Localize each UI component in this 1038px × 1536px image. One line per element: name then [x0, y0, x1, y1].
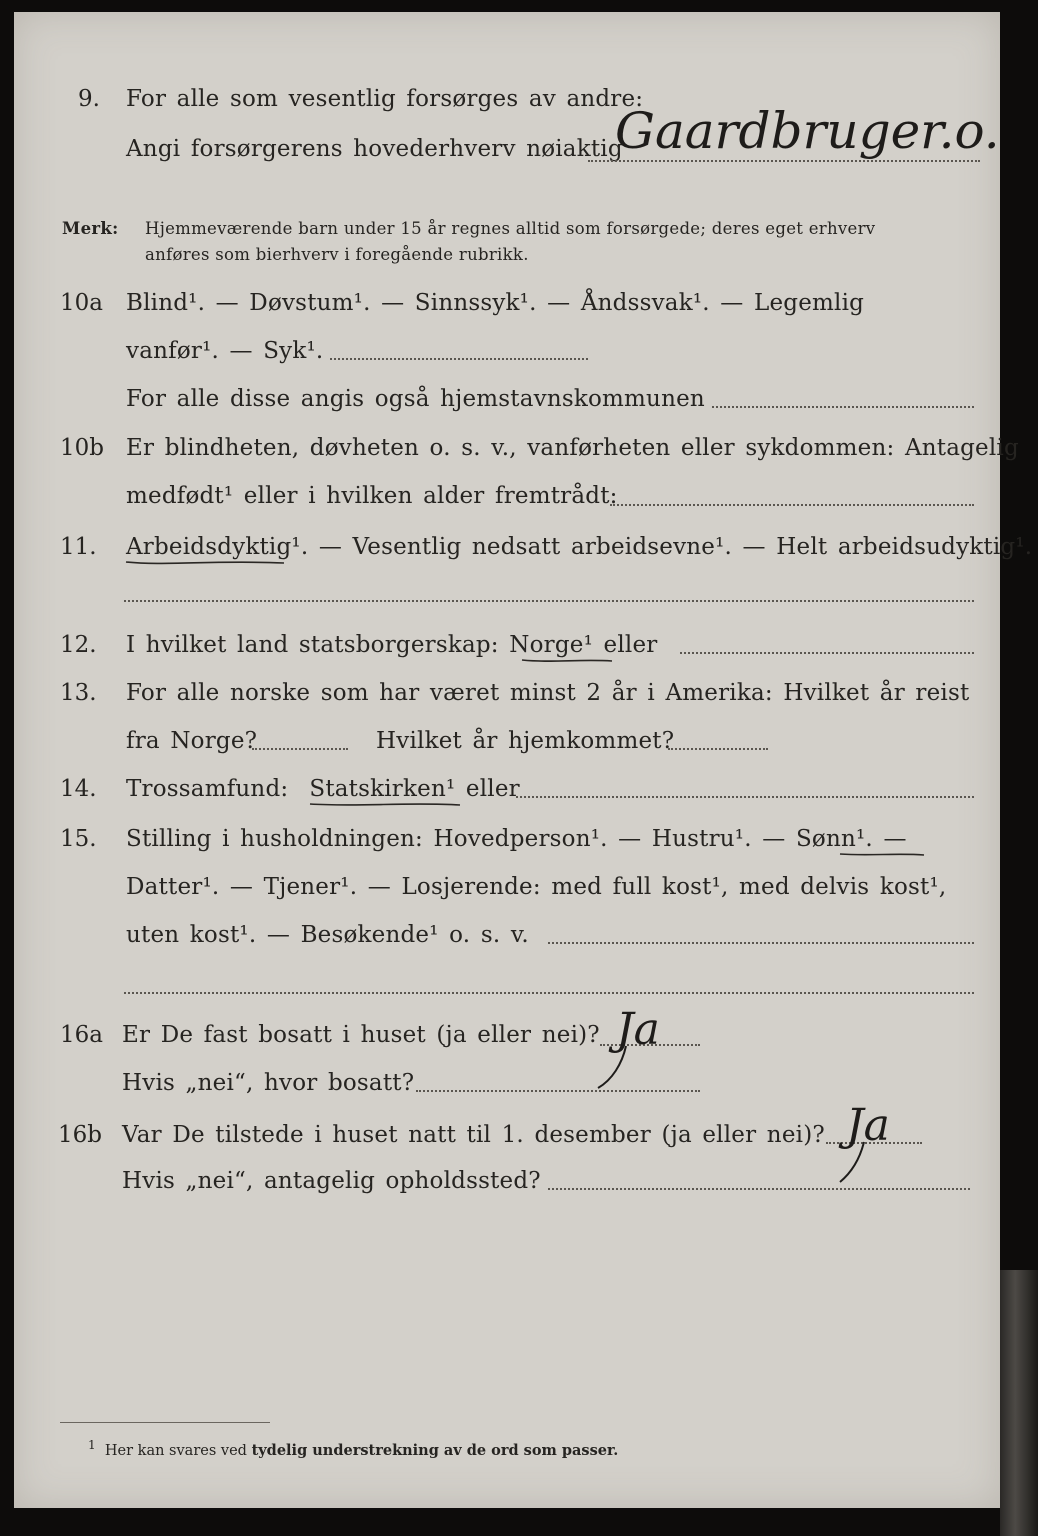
q16b-line2: Hvis „nei“, antagelig opholdssted?	[122, 1168, 541, 1194]
q10a-syk-line	[330, 358, 588, 360]
q15-selected-sonn: Sønn	[795, 826, 856, 852]
q13-line2a: fra Norge?	[126, 728, 258, 754]
q10b-number: 10b	[60, 435, 104, 461]
q12-number: 12.	[60, 632, 97, 658]
q10b-answer-line	[610, 504, 974, 506]
q14-other-line	[516, 796, 974, 798]
q16a-line1: Er De fast bosatt i huset (ja eller nei)?	[122, 1022, 600, 1048]
q9-line2: Angi forsørgerens hovederhverv nøiaktig	[126, 136, 623, 162]
q10a-number: 10a	[60, 290, 103, 316]
q16b-answer-handwritten: Ja	[846, 1100, 890, 1151]
q10a-line3: For alle disse angis også hjemstavnskommunen	[126, 386, 705, 412]
q9-answer-line	[588, 160, 980, 162]
q15-line2: Datter¹. — Tjener¹. — Losjerende: med full kost¹, med delvis kost¹,	[126, 874, 947, 900]
q9-number: 9.	[78, 86, 100, 112]
q11-blank-line	[124, 600, 974, 602]
q14-underline-stroke	[308, 798, 468, 810]
q16a-answer-handwritten: Ja	[616, 1004, 660, 1055]
q12-selected-norge: Norge	[509, 632, 584, 658]
q16a-handwritten-stroke	[592, 1044, 632, 1094]
q16b-opholdssted-line	[548, 1188, 970, 1190]
q16a-bosatt-line	[416, 1090, 700, 1092]
merk-line1: Hjemmeværende barn under 15 år regnes alltid som forsørgede; deres eget erhverv	[145, 219, 876, 238]
q16b-line1: Var De tilstede i huset natt til 1. desember (ja eller nei)?	[122, 1122, 825, 1148]
q13-number: 13.	[60, 680, 97, 706]
q14-pre: Trossamfund:	[126, 776, 289, 802]
footnote-bold: tydelig understrekning av de ord som passer.	[251, 1441, 619, 1459]
q16b-number: 16b	[58, 1122, 102, 1148]
q15-line1a: Stilling i husholdningen: Hovedperson¹. — Hustru¹. —	[126, 826, 786, 852]
q13-line2b: Hvilket år hjemkommet?	[376, 728, 675, 754]
q10b-line2: medfødt¹ eller i hvilken alder fremtrådt:	[126, 483, 618, 509]
q9-answer-handwritten: Gaardbruger.o.	[615, 102, 1000, 160]
q14-post: ¹ eller	[445, 776, 520, 802]
q16b-handwritten-stroke	[832, 1140, 872, 1188]
q11-number: 11.	[60, 534, 97, 560]
q15-line3: uten kost¹. — Besøkende¹ o. s. v.	[126, 922, 529, 948]
footnote-rule	[60, 1422, 270, 1423]
q13-reist-line	[252, 748, 348, 750]
q12-underline-stroke	[520, 654, 616, 666]
q14-selected-statskirken: Statskirken	[309, 776, 446, 802]
q9-line1: For alle som vesentlig forsørges av andre:	[126, 86, 644, 112]
q12-post: ¹ eller	[583, 632, 658, 658]
q11-rest: ¹. — Vesentlig nedsatt arbeidsevne¹. — Helt arbeidsudyktig¹.	[291, 534, 1033, 560]
q12-pre: I hvilket land statsborgerskap:	[126, 632, 499, 658]
q13-hjemkommet-line	[668, 748, 768, 750]
q15-osv-line	[548, 942, 974, 944]
q11-selected-arbeidsdyktig: Arbeidsdyktig	[126, 534, 292, 560]
q10a-line2: vanfør¹. — Syk¹.	[126, 338, 324, 364]
page-edge	[1000, 1270, 1038, 1536]
merk-label: Merk:	[62, 219, 119, 238]
footnote	[88, 1438, 618, 1459]
footnote-pre: Her kan svares ved	[104, 1442, 247, 1459]
merk-line2: anføres som bierhverv i foregående rubrikk.	[145, 245, 529, 264]
q12-other-line	[680, 652, 974, 654]
q15-blank-line	[124, 992, 974, 994]
q10a-line1: Blind¹. — Døvstum¹. — Sinnssyk¹. — Åndssvak¹. — Legemlig	[126, 290, 865, 316]
q15-line1b: ¹. —	[856, 826, 907, 852]
q15-number: 15.	[60, 826, 97, 852]
q10b-line1: Er blindheten, døvheten o. s. v., vanførheten eller sykdommen: Antagelig	[126, 435, 1019, 461]
q11-underline-stroke	[124, 556, 294, 568]
q16a-number: 16a	[60, 1022, 103, 1048]
q15-underline-stroke	[838, 848, 928, 860]
q10a-kommune-line	[712, 406, 974, 408]
q13-line1: For alle norske som har været minst 2 år i Amerika: Hvilket år reist	[126, 680, 970, 706]
footnote-mark: 1	[88, 1438, 96, 1452]
q15-line1	[126, 826, 907, 852]
q14-number: 14.	[60, 776, 97, 802]
q16a-line2: Hvis „nei“, hvor bosatt?	[122, 1070, 415, 1096]
